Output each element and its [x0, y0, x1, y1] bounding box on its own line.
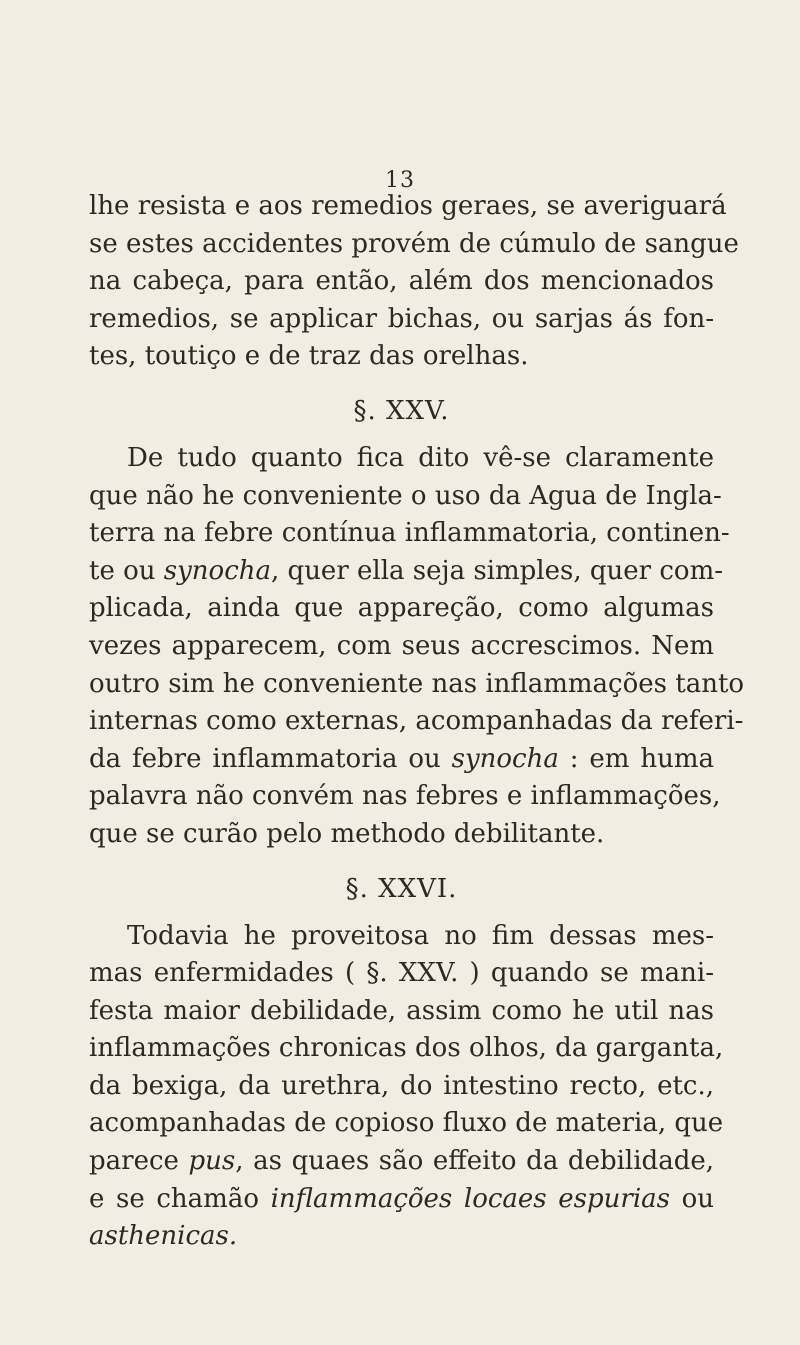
text-line: outro sim he conveniente nas inflammações tanto	[89, 668, 745, 699]
text-line	[89, 553, 724, 591]
italic-term: inflammações locaes espurias	[270, 1183, 670, 1214]
text-run: ou	[681, 1183, 715, 1214]
text-run: te ou	[89, 555, 156, 586]
text-run: : em huma	[569, 743, 714, 774]
text-line: mas enfermidades ( §. XXV. ) quando se mani-	[89, 958, 714, 989]
text-line	[89, 741, 714, 779]
text-run: , quer ella seja simples, quer com-	[271, 555, 724, 586]
text-line: De tudo quanto fica dito vê-se claramente	[127, 442, 714, 473]
text-line: Todavia he proveitosa no fim dessas mes-	[127, 920, 714, 951]
text-line: da bexiga, da urethra, do intestino recto, etc.,	[89, 1070, 714, 1101]
section-xxv-paragraph	[89, 440, 745, 854]
italic-term: synocha	[451, 743, 559, 774]
text-line: que se curão pelo methodo debilitante.	[89, 818, 605, 849]
text-run: parece	[89, 1146, 179, 1177]
italic-term: synocha	[163, 555, 272, 586]
text-line: inflammações chronicas dos olhos, da garganta,	[89, 1033, 724, 1064]
section-heading-xxv: §. XXV.	[353, 395, 450, 426]
paragraph-continuation	[89, 188, 739, 376]
text-run: e se chamão	[89, 1183, 259, 1214]
text-line	[89, 1218, 714, 1256]
text-line: lhe resista e aos remedios geraes, se averiguará	[89, 191, 727, 221]
text-line: internas como externas, acompanhadas da referi-	[89, 706, 744, 737]
text-line: palavra não convém nas febres e inflammações,	[89, 781, 721, 812]
text-line: acompanhadas de copioso fluxo de materia, que	[89, 1108, 724, 1139]
italic-term: asthenicas.	[89, 1221, 238, 1252]
text-line: na cabeça, para então, além dos mencionados	[89, 266, 714, 297]
text-line: se estes accidentes provém de cúmulo de sangue	[89, 228, 739, 259]
page-number: 13	[385, 168, 415, 193]
italic-term: pus	[188, 1146, 236, 1177]
text-line: plicada, ainda que appareção, como algumas	[89, 593, 714, 624]
text-line: terra na febre contínua inflammatoria, continen-	[89, 518, 730, 549]
text-line: festa maior debilidade, assim como he util nas	[89, 995, 714, 1026]
text-line: remedios, se applicar bichas, ou sarjas ás fon-	[89, 303, 714, 334]
section-heading-xxvi: §. XXVI.	[345, 873, 458, 904]
page-text	[89, 188, 745, 1256]
text-run: da febre inflammatoria ou	[89, 743, 441, 774]
text-line: tes, toutiço e de traz das orelhas.	[89, 341, 529, 372]
text-line: vezes apparecem, com seus accrescimos. Nem	[89, 630, 714, 661]
text-line	[89, 1181, 714, 1219]
text-line	[89, 1143, 714, 1181]
text-run: , as quaes são effeito da debilidade,	[235, 1146, 714, 1177]
text-line: que não he conveniente o uso da Agua de Ingla-	[89, 480, 722, 511]
section-xxvi-paragraph	[89, 918, 724, 1256]
